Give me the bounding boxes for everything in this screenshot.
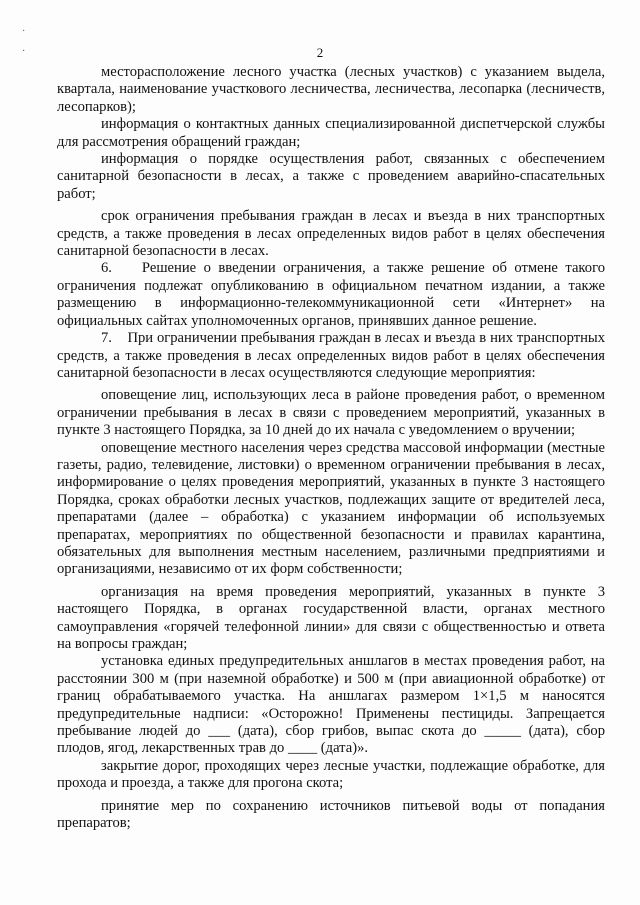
scan-mark: · (22, 26, 26, 37)
scan-mark: · (22, 46, 26, 57)
paragraph: оповещение лиц, использующих леса в районе проведения работ, о временном ограничении пребывания в лесах в связи с проведением мероприятий, указанных в пункте 3 настоящего Порядка, за 10 дней до их начала с уведомлением о вручении; (57, 387, 605, 439)
paragraph: закрытие дорог, проходящих через лесные участки, подлежащие обработке, для прохода и проезда, а также для прогона скота; (57, 757, 605, 792)
paragraph: установка единых предупредительных аншлагов в местах проведения работ, на расстоянии 300 м (при наземной обработке) и 500 м (при авиационной обработке) от границ обрабатываемого участка. На аншлагах размером 1×1,5 м наносятся предупредительные надписи: «Осторожно! Применены пестициды. Запрещается пребывание людей до ___ (дата), сбор грибов, выпас скота до _____ (дата), сбор плодов, ягод, лекарственных трав до ____ (дата)». (57, 653, 605, 757)
paragraph: информация о порядке осуществления работ, связанных с обеспечением санитарной безопасности в лесах, а также с проведением аварийно-спасательных работ; (57, 151, 605, 202)
paragraph: месторасположение лесного участка (лесных участков) с указанием выдела, квартала, наименование участкового лесничества, лесничества, лесопарка (лесничеств, лесопарков); (57, 64, 605, 115)
paragraph: организация на время проведения мероприятий, указанных в пункте 3 настоящего Порядка, в органах государственной власти, органах местного самоуправления «горячей телефонной линии» для связи с общественностью и ответа на вопросы граждан; (57, 583, 605, 652)
document-body (57, 64, 605, 832)
page-number: 2 (316, 45, 324, 60)
paragraph: оповещение местного населения через средства массовой информации (местные газеты, радио, телевидение, листовки) о временном ограничении пребывания в лесах, информирование о целях проведения мероприятий, указанных в пункте 3 настоящего Порядка, сроках обработки лесных участков, подлежащих защите от вредителей леса, препаратами (далее – обработка) с указанием информации об используемых препаратах, мероприятиях по общественной безопасности и правилах карантина, обязательных для выполнения местным населением, различными предприятиями и организациями, независимо от их форм собственности; (57, 439, 605, 578)
paragraph: 6. Решение о введении ограничения, а также решение об отмене такого ограничения подлежат опубликованию в официальном печатном издании, а также размещению в информационно-телекоммуникационной сети «Интернет» на официальных сайтах уполномоченных органов, принявших данное решение. (57, 260, 605, 329)
paragraph: срок ограничения пребывания граждан в лесах и въезда в них транспортных средств, а также проведения в лесах определенных видов работ в целях обеспечения санитарной безопасности в лесах. (57, 208, 605, 260)
paragraph: принятие мер по сохранению источников питьевой воды от попадания препаратов; (57, 797, 605, 832)
paragraph: 7. При ограничении пребывания граждан в лесах и въезда в них транспортных средств, а также проведения в лесах определенных видов работ в целях обеспечения санитарной безопасности в лесах осуществляются следующие мероприятия: (57, 330, 605, 381)
paragraph: информация о контактных данных специализированной диспетчерской службы для рассмотрения обращений граждан; (57, 116, 605, 150)
